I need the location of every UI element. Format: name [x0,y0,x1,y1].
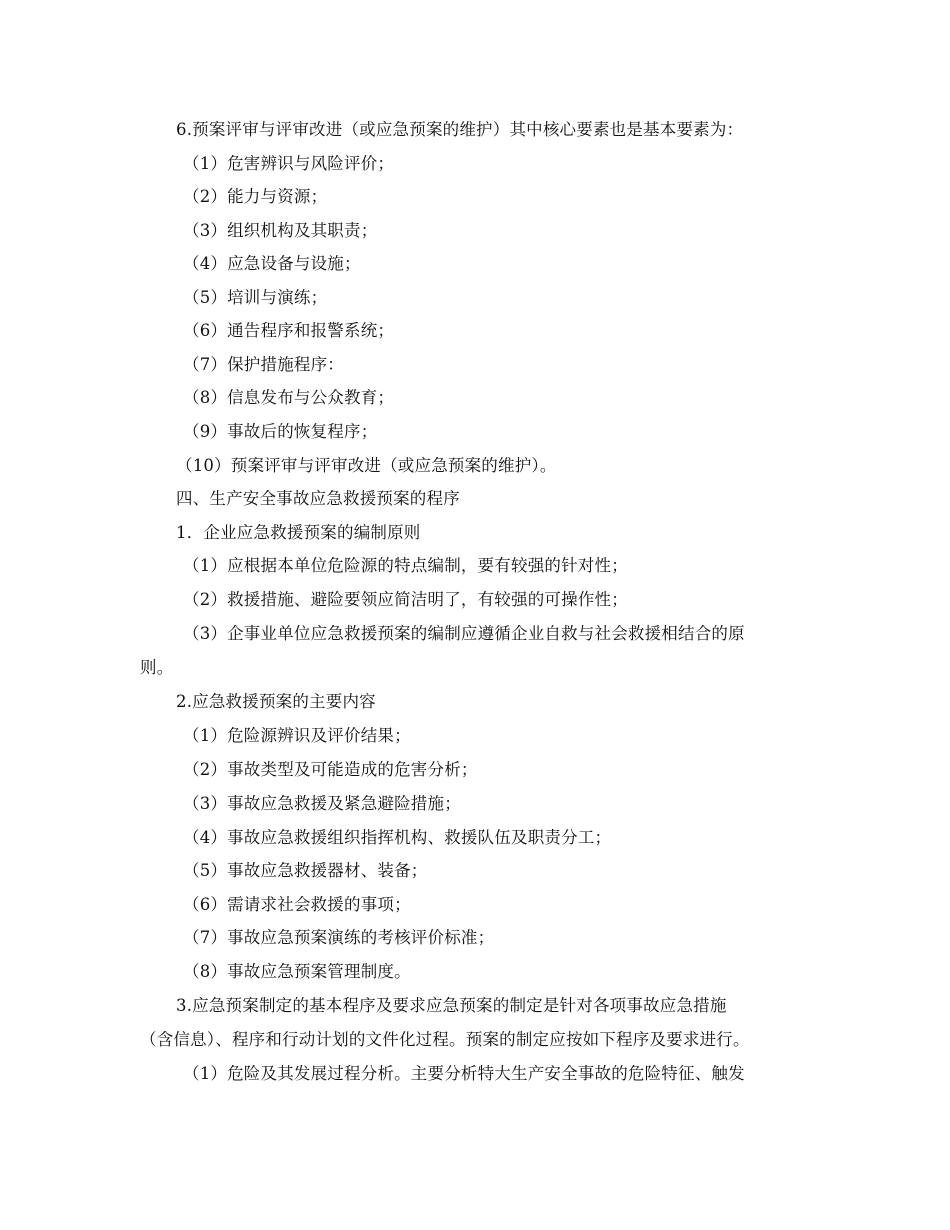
paragraph-continuation: （含信息）、程序和行动计划的文件化过程。预案的制定应按如下程序及要求进行。 [140,1030,750,1049]
list-item: （1）危险源辨识及评价结果； [183,726,411,745]
list-item: （7）事故应急预案演练的考核评价标准； [183,928,495,947]
list-item: （2）救援措施、避险要领应简洁明了，有较强的可操作性； [183,590,628,609]
list-item: （10）预案评审与评审改进（或应急预案的维护）。 [176,456,557,475]
list-item: （4）事故应急救援组织指挥机构、救援队伍及职责分工； [183,828,612,847]
list-item: （2）能力与资源； [183,187,328,206]
list-item: （3）事故应急救援及紧急避险措施； [183,794,461,813]
subsection-heading: 2.应急救援预案的主要内容 [176,692,376,711]
list-item: （6）需请求社会救援的事项； [183,895,411,914]
list-item: （1）危害辨识与风险评价； [183,154,395,173]
list-item: （1）危险及其发展过程分析。主要分析特大生产安全事故的危险特征、触发 [183,1064,745,1083]
section-heading: 四、生产安全事故应急救援预案的程序 [176,489,460,508]
list-item: （9）事故后的恢复程序； [183,422,378,441]
list-item: （5）事故应急救援器材、装备； [183,861,428,880]
list-item: （3）企事业单位应急救援预案的编制应遵循企业自救与社会救援相结合的原 [183,624,745,643]
list-item: （2）事故类型及可能造成的危害分析； [183,760,478,779]
list-item: （3）组织机构及其职责； [183,221,378,240]
list-item: （1）应根据本单位危险源的特点编制，要有较强的针对性； [183,556,628,575]
list-item: （6）通告程序和报警系统； [183,321,395,340]
subsection-heading: 3.应急预案制定的基本程序及要求应急预案的制定是针对各项事故应急措施 [176,996,727,1015]
list-item: （7）保护措施程序： [183,355,344,374]
list-item: （5）培训与演练； [183,288,328,307]
list-item: （8）信息发布与公众教育； [183,388,395,407]
list-item-continuation: 则。 [140,658,174,677]
paragraph-6-heading: 6.预案评审与评审改进（或应急预案的维护）其中核心要素也是基本要素为： [176,120,744,139]
list-item: （8）事故应急预案管理制度。 [183,962,411,981]
list-item: （4）应急设备与设施； [183,254,361,273]
subsection-heading: 1．企业应急救援预案的编制原则 [176,523,421,542]
